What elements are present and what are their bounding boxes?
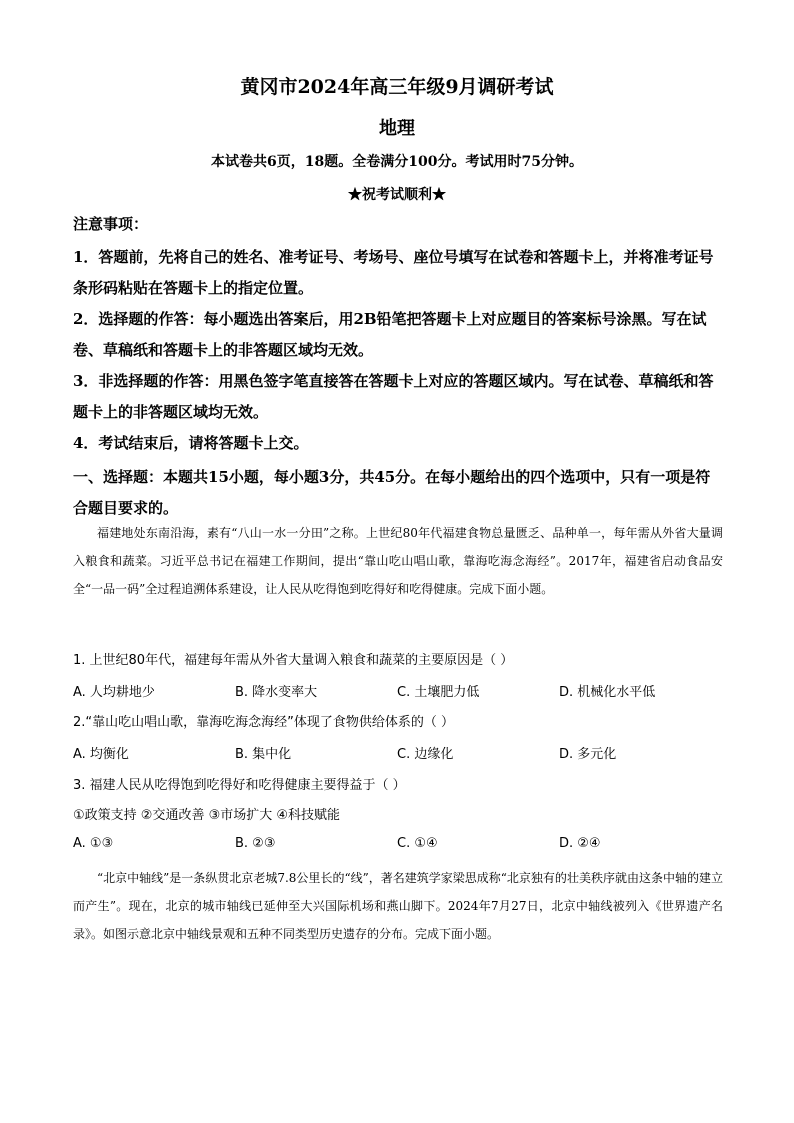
note-item: 4．考试结束后，请将答题卡上交。 [73, 434, 309, 452]
option-a: A. 人均耕地少 [73, 685, 155, 700]
option-d: D. 机械化水平低 [559, 685, 656, 700]
option-b: B. 集中化 [235, 747, 292, 762]
exam-info: 本试卷共6页，18题。全卷满分100分。考试用时75分钟。 [211, 154, 583, 170]
passage-fujian: 福建地处东南沿海，素有“八山一水一分田”之称。上世纪80年代福建食物总量匮乏、品种单一，每年需从外省大量调入粮食和蔬菜。习近平总书记在福建工作期间，提出“靠山吃山唱山歌，靠海吃海念海经”。2017年，福建省启动食品安全“一品一码”全过程追溯体系建设，让人民从吃得饱到吃得好和吃得健康。完成下面小题。 [73, 526, 723, 596]
good-luck-line: ★祝考试顺利★ [348, 187, 446, 203]
notes-heading: 注意事项： [73, 215, 149, 233]
note-item: 3．非选择题的作答：用黑色签字笔直接答在答题卡上对应的答题区域内。写在试卷、草稿纸和答题卡上的非答题区域均无效。 [73, 372, 714, 421]
passage-beijing-axis: “北京中轴线”是一条纵贯北京老城7.8公里长的“线”，著名建筑学家梁思成称“北京独有的壮美秩序就由这条中轴的建立而产生”。现在，北京的城市轴线已延伸至大兴国际机场和燕山脚下。2024年7月27日，北京中轴线被列入《世界遗产名录》。如图示意北京中轴线景观和五种不同类型历史遗存的分布。完成下面小题。 [73, 871, 723, 941]
option-c: C. 土壤肥力低 [397, 685, 480, 700]
question-statements: ①政策支持 ②交通改善 ③市场扩大 ④科技赋能 [73, 808, 341, 823]
question-1 [73, 651, 723, 700]
question-3 [73, 776, 723, 851]
option-d: D. ②④ [559, 836, 601, 851]
question-stem: 1. 上世纪80年代，福建每年需从外省大量调入粮食和蔬菜的主要原因是（ ） [73, 653, 514, 668]
options-row [73, 743, 723, 762]
option-c: C. 边缘化 [397, 747, 454, 762]
option-c: C. ①④ [397, 836, 438, 851]
option-b: B. 降水变率大 [235, 685, 318, 700]
section-heading: 一、选择题：本题共15小题，每小题3分，共45分。在每小题给出的四个选项中，只有一项是符合题目要求的。 [73, 468, 711, 517]
question-2 [73, 713, 723, 762]
option-a: A. ①③ [73, 836, 114, 851]
options-row [73, 681, 723, 700]
notes-list [73, 242, 723, 459]
option-d: D. 多元化 [559, 747, 617, 762]
subject-title: 地理 [379, 118, 415, 139]
option-a: A. 均衡化 [73, 747, 129, 762]
option-b: B. ②③ [235, 836, 276, 851]
exam-title: 黄冈市2024年高三年级9月调研考试 [240, 76, 554, 98]
question-stem: 3. 福建人民从吃得饱到吃得好和吃得健康主要得益于（ ） [73, 778, 406, 793]
note-item: 2．选择题的作答：每小题选出答案后，用2B铅笔把答题卡上对应题目的答案标号涂黑。写在试卷、草稿纸和答题卡上的非答题区域均无效。 [73, 310, 707, 359]
note-item: 1．答题前，先将自己的姓名、准考证号、考场号、座位号填写在试卷和答题卡上，并将准考证号条形码粘贴在答题卡上的指定位置。 [73, 248, 714, 297]
question-stem: 2.“靠山吃山唱山歌，靠海吃海念海经”体现了食物供给体系的（ ） [73, 715, 455, 730]
options-row [73, 836, 723, 851]
